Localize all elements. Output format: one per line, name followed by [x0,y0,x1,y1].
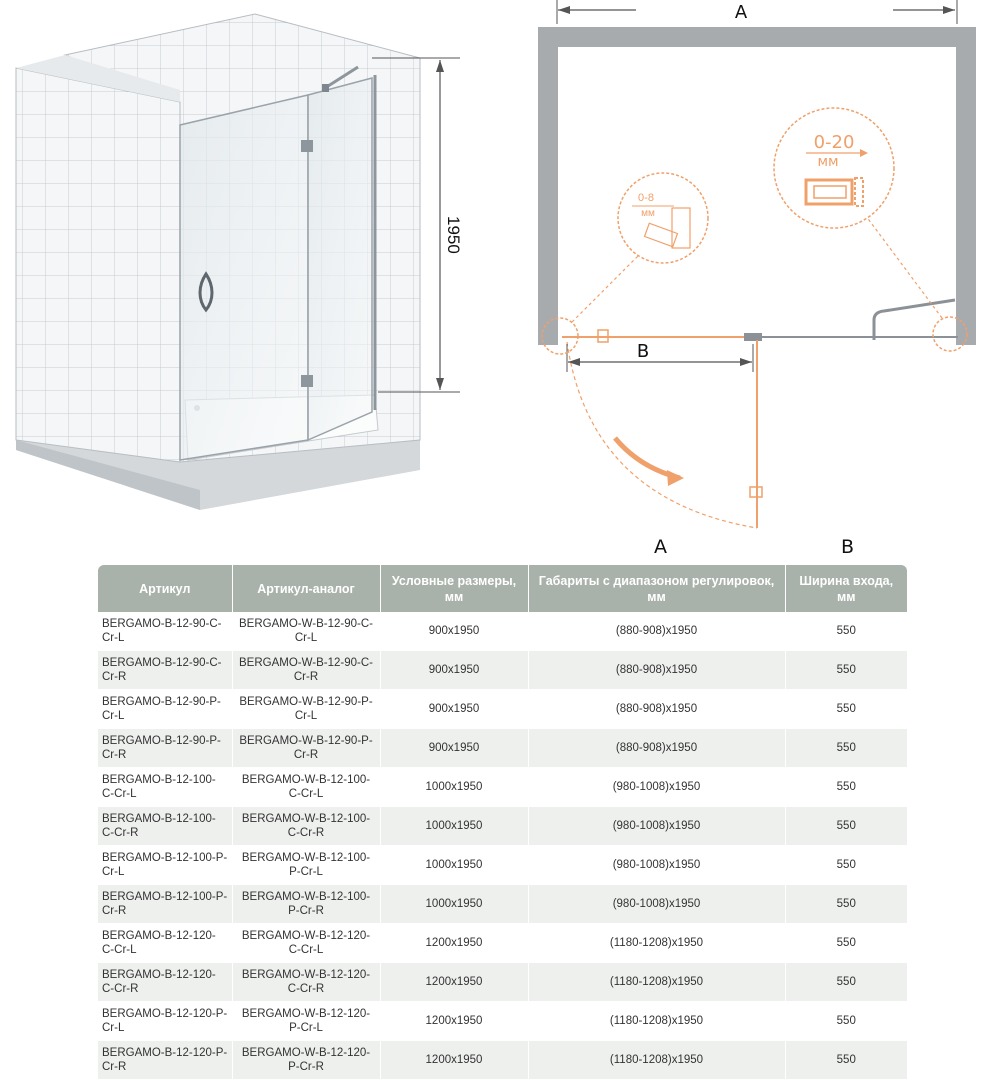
dimensions-cell: (980-1008)x1950 [528,768,785,807]
table-row [98,963,907,1002]
dimensions-cell: (880-908)x1950 [528,729,785,768]
entry-width-cell: 550 [785,768,907,807]
entry-width-cell: 550 [785,807,907,846]
nominal-size-cell: 900x1950 [380,729,528,768]
analog-article-cell: BERGAMO-W-B-12-120-C-Cr-L [232,924,380,963]
dimensions-cell: (1180-1208)x1950 [528,1041,785,1080]
entry-width-cell: 550 [785,1002,907,1041]
article-cell: BERGAMO-B-12-100-C-Cr-R [98,807,232,846]
article-cell: BERGAMO-B-12-120-P-Cr-R [98,1041,232,1080]
entry-width-cell: 550 [785,963,907,1002]
gap-right-unit: мм [817,154,839,170]
article-cell: BERGAMO-B-12-100-P-Cr-R [98,885,232,924]
table-row [98,729,907,768]
nominal-size-cell: 1000x1950 [380,885,528,924]
dimensions-cell: (980-1008)x1950 [528,846,785,885]
nominal-size-cell: 1200x1950 [380,1041,528,1080]
analog-article-cell: BERGAMO-W-B-12-90-C-Cr-L [232,612,380,651]
table-row [98,1002,907,1041]
table-row [98,690,907,729]
analog-article-cell: BERGAMO-W-B-12-100-C-Cr-R [232,807,380,846]
header-nominal-size: Условные размеры, мм [380,565,528,612]
entry-width-cell: 550 [785,846,907,885]
article-cell: BERGAMO-B-12-120-P-Cr-L [98,1002,232,1041]
nominal-size-cell: 1000x1950 [380,846,528,885]
entry-width-cell: 550 [785,612,907,651]
header-article: Артикул [98,565,232,612]
nominal-size-cell: 1200x1950 [380,924,528,963]
header-entry-width: Ширина входа, мм [785,565,907,612]
entry-width-cell: 550 [785,924,907,963]
nominal-size-cell: 1000x1950 [380,768,528,807]
plan-view-diagram [538,0,976,528]
table-header-row [98,565,907,612]
entry-width-cell: 550 [785,690,907,729]
entry-width-cell: 550 [785,651,907,690]
article-cell: BERGAMO-B-12-90-P-Cr-L [98,690,232,729]
dimension-a-label: A [734,2,748,23]
column-b-marker: B [841,536,855,558]
article-cell: BERGAMO-B-12-120-C-Cr-L [98,924,232,963]
height-dimension-label: 1950 [444,216,463,254]
dimensions-cell: (880-908)x1950 [528,651,785,690]
nominal-size-cell: 900x1950 [380,612,528,651]
nominal-size-cell: 1200x1950 [380,1002,528,1041]
gap-right-range: 0-20 [813,132,855,153]
article-cell: BERGAMO-B-12-90-P-Cr-R [98,729,232,768]
dimensions-cell: (880-908)x1950 [528,612,785,651]
table-row [98,768,907,807]
table-row [98,612,907,651]
analog-article-cell: BERGAMO-W-B-12-90-P-Cr-L [232,690,380,729]
gap-left-unit: мм [641,208,655,219]
dimensions-cell: (1180-1208)x1950 [528,1002,785,1041]
article-cell: BERGAMO-B-12-120-C-Cr-R [98,963,232,1002]
table-row [98,924,907,963]
table-row [98,651,907,690]
article-cell: BERGAMO-B-12-90-C-Cr-L [98,612,232,651]
dimensions-cell: (980-1008)x1950 [528,807,785,846]
analog-article-cell: BERGAMO-W-B-12-120-P-Cr-R [232,1041,380,1080]
dimensions-cell: (1180-1208)x1950 [528,924,785,963]
entry-width-cell: 550 [785,1041,907,1080]
analog-article-cell: BERGAMO-W-B-12-120-P-Cr-L [232,1002,380,1041]
column-a-marker: A [654,536,667,558]
gap-left-range: 0-8 [638,192,654,204]
dimensions-cell: (880-908)x1950 [528,690,785,729]
article-cell: BERGAMO-B-12-100-P-Cr-L [98,846,232,885]
nominal-size-cell: 1000x1950 [380,807,528,846]
dimensions-cell: (1180-1208)x1950 [528,963,785,1002]
analog-article-cell: BERGAMO-W-B-12-100-P-Cr-L [232,846,380,885]
header-adjustable-dimensions: Габариты с диапазоном регулировок, мм [528,565,785,612]
analog-article-cell: BERGAMO-W-B-12-120-C-Cr-R [232,963,380,1002]
table-row [98,885,907,924]
entry-width-cell: 550 [785,885,907,924]
table-row [98,1041,907,1080]
article-cell: BERGAMO-B-12-100-C-Cr-L [98,768,232,807]
entry-width-cell: 550 [785,729,907,768]
analog-article-cell: BERGAMO-W-B-12-100-C-Cr-L [232,768,380,807]
shower-3d-render [16,14,463,510]
table-row [98,846,907,885]
nominal-size-cell: 900x1950 [380,651,528,690]
header-analog-article: Артикул-аналог [232,565,380,612]
nominal-size-cell: 1200x1950 [380,963,528,1002]
analog-article-cell: BERGAMO-W-B-12-90-P-Cr-R [232,729,380,768]
dimension-b-label: B [636,341,650,362]
analog-article-cell: BERGAMO-W-B-12-100-P-Cr-R [232,885,380,924]
table-row [98,807,907,846]
dimensions-cell: (980-1008)x1950 [528,885,785,924]
nominal-size-cell: 900x1950 [380,690,528,729]
specifications-table [98,565,907,1080]
article-cell: BERGAMO-B-12-90-C-Cr-R [98,651,232,690]
analog-article-cell: BERGAMO-W-B-12-90-C-Cr-R [232,651,380,690]
